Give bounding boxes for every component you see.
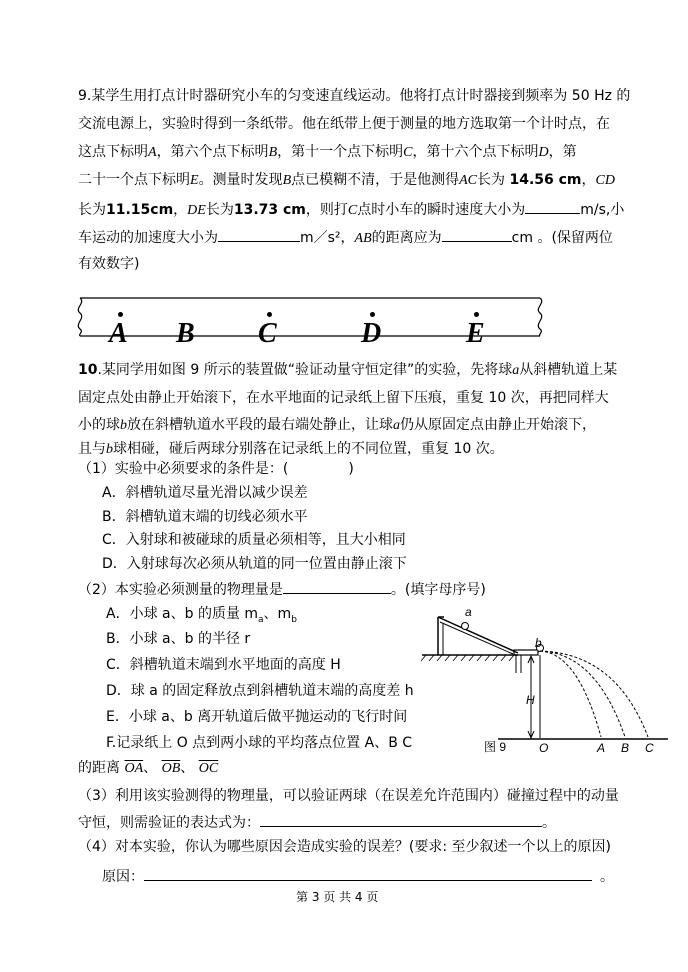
tape-dot-a bbox=[118, 312, 123, 317]
tape-left-tear bbox=[78, 298, 81, 336]
q9-line3: 这点下标明A，第六个点下标明B，第十一个点下标明C，第十六个点下标明D，第 bbox=[78, 144, 577, 160]
q10-line1: 10.某同学用如图 9 所示的装置做“验证动量守恒定律”的实验，先将球a从斜槽轨道上某 bbox=[78, 362, 618, 378]
part2-option-f-cont: 的距离 $\overline{OA}$、 $\overline{OB}$、 $\overline{OC}$ bbox=[78, 760, 219, 776]
part2-option-a: A．小球 a、b 的质量 $m_a$、$m_b$ bbox=[106, 606, 297, 625]
ground-hatch bbox=[421, 655, 514, 661]
figure-o-label: O bbox=[539, 741, 549, 755]
q9-line5: 长为11.15cm，DE长为13.73 cm，则打C点时小车的瞬时速度大小为 m/s,小 bbox=[78, 199, 624, 220]
part4-line1: （4）对本实验，你认为哪些原因会造成实验的误差？(要求: 至少叙述一个以上的原因) bbox=[78, 839, 611, 855]
part1-option-a: A．斜槽轨道尽量光滑以减少误差 bbox=[102, 485, 308, 501]
part1-option-d: D．入射球每次必须从轨道的同一位置由静止滚下 bbox=[102, 556, 407, 572]
part2-option-b: B．小球 a、b 的半径 r bbox=[106, 631, 251, 647]
page-footer: 第 3 页 共 4 页 bbox=[296, 890, 379, 904]
part2-option-c: C．斜槽轨道末端到水平地面的高度 H bbox=[106, 657, 341, 673]
part2-option-d: D．球 a 的固定释放点到斜槽轨道末端的高度差 h bbox=[106, 683, 414, 699]
figure-ball-b-label: b bbox=[535, 636, 542, 650]
answer-blank-ab-distance[interactable] bbox=[442, 227, 512, 242]
tape-dot-d bbox=[370, 312, 375, 317]
q10-line2: 固定点处由静止开始滚下，在水平地面的记录纸上留下压痕，重复 10 次，再把同样大 bbox=[78, 390, 609, 406]
trajectory-b bbox=[540, 651, 625, 737]
figure-b-label: B bbox=[621, 741, 630, 755]
part1-option-c: C．入射球和被碰球的质量必须相等，且大小相同 bbox=[102, 532, 406, 548]
part1-option-b: B．斜槽轨道末端的切线必须水平 bbox=[102, 509, 308, 525]
tape-right-tear bbox=[538, 298, 541, 336]
answer-blank-acceleration[interactable] bbox=[218, 227, 300, 242]
answer-blank-part3[interactable] bbox=[260, 812, 542, 827]
figure-ball-a-label: a bbox=[465, 605, 472, 619]
part3-line1: （3）利用该实验测得的物理量，可以验证两球（在误差允许范围内）碰撞过程中的动量 bbox=[78, 788, 619, 804]
q9-line2: 交流电源上，实验时得到一条纸带。他在纸带上便于测量的地方选取第一个计时点，在 bbox=[78, 116, 610, 132]
answer-blank-part4[interactable] bbox=[144, 866, 592, 881]
q9-line1: 9.某学生用打点计时器研究小车的匀变速直线运动。他将打点计时器接到频率为 50 Hz 的 bbox=[78, 88, 631, 104]
tape-dot-c bbox=[267, 312, 272, 317]
part2-prompt: （2）本实验必须测量的物理量是 。(填字母序号) bbox=[78, 579, 486, 599]
figure-caption: 图 9 bbox=[484, 740, 507, 754]
trajectory-a bbox=[540, 651, 601, 737]
part2-option-e: E．小球 a、b 离开轨道后做平抛运动的飞行时间 bbox=[106, 709, 408, 725]
tape-label-d: D bbox=[361, 318, 382, 349]
q10-line3: 小的球b放在斜槽轨道水平段的最右端处静止，让球a仍从原固定点由静止开始滚下， bbox=[78, 417, 596, 433]
ball-a-icon bbox=[462, 623, 469, 630]
figure-a-label: A bbox=[597, 741, 606, 755]
tape-label-a: A bbox=[109, 318, 128, 349]
tape-label-b: B bbox=[176, 318, 195, 349]
q9-line6: 车运动的加速度大小为 m／s²，AB的距离应为 cm 。(保留两位 bbox=[78, 227, 613, 248]
part1-prompt: （1）实验中必须要求的条件是：( ) bbox=[78, 461, 354, 477]
figure-c-label: C bbox=[645, 741, 654, 755]
figure-9 bbox=[418, 605, 673, 755]
ramp-slope bbox=[438, 617, 518, 653]
trajectory-c bbox=[540, 651, 648, 737]
answer-blank-velocity[interactable] bbox=[525, 199, 580, 214]
ramp-slope-inner bbox=[440, 622, 513, 654]
figure-h-label: H bbox=[526, 693, 535, 707]
q9-line7: 有效数字) bbox=[78, 256, 140, 272]
part4-line2: 原因： 。 bbox=[102, 866, 614, 886]
part3-line2: 守恒，则需验证的表达式为： 。 bbox=[78, 812, 556, 832]
q9-line4: 二十一个点下标明E。测量时发现B点已模糊不清，于是他测得AC长为 14.56 cm，CD bbox=[78, 172, 615, 188]
answer-blank-part2[interactable] bbox=[283, 579, 391, 594]
tape-label-c: C bbox=[258, 318, 277, 349]
tape-dot-e bbox=[474, 312, 479, 317]
q10-line4: 且与b球相碰，碰后两球分别落在记录纸上的不同位置，重复 10 次。 bbox=[78, 441, 504, 457]
tape-label-e: E bbox=[466, 318, 485, 349]
part2-option-f: F.记录纸上 O 点到两小球的平均落点位置 A、B C bbox=[106, 735, 413, 751]
